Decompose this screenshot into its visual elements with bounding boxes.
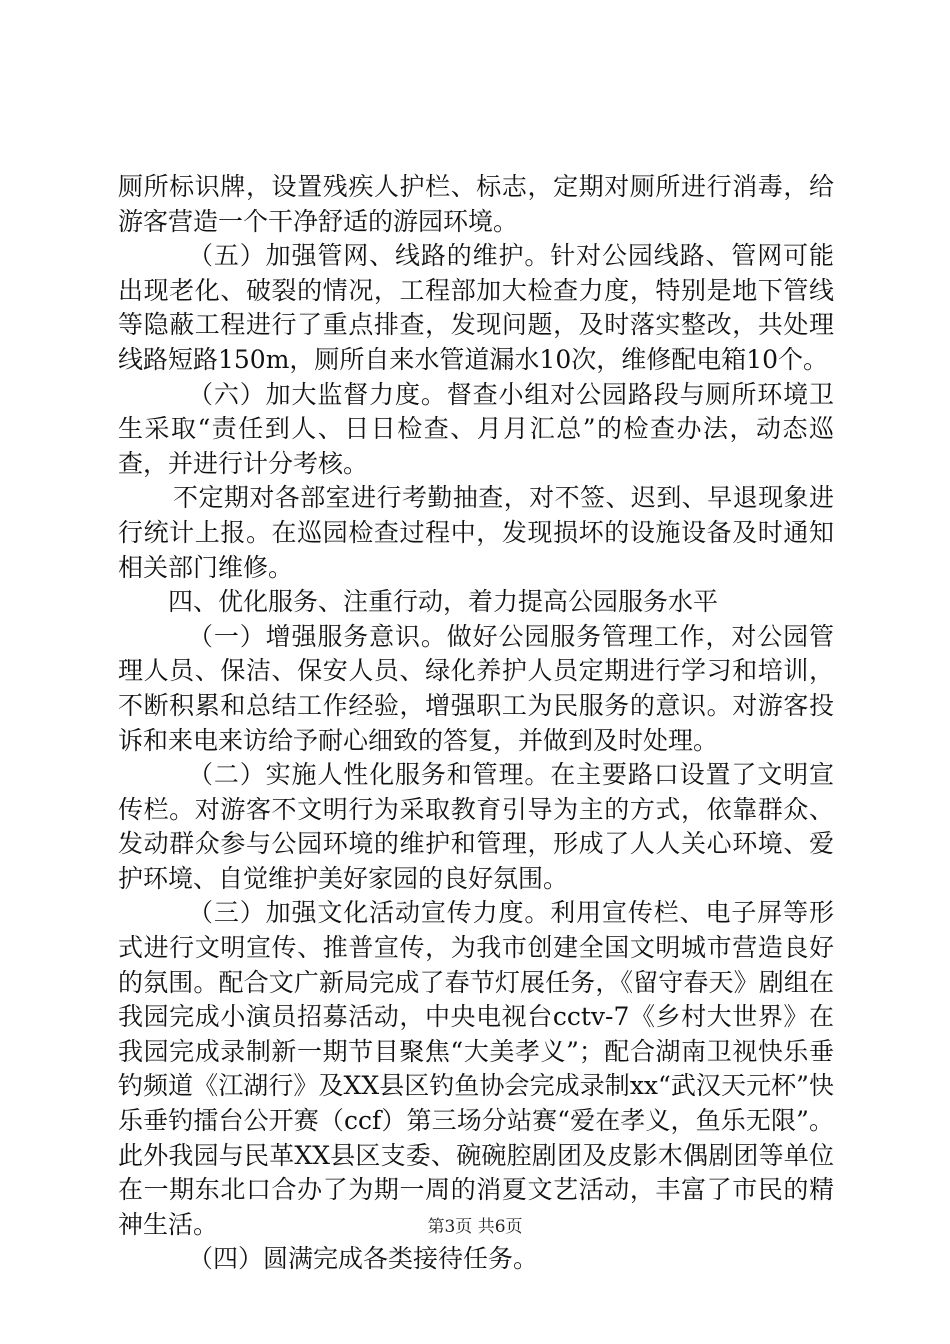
paragraph-humanized-service: （二）实施人性化服务和管理。在主要路口设置了文明宣传栏。对游客不文明行为采取教育引导为主的方式，依靠群众、发动群众参与公园环境的维护和管理，形成了人人关心环境、爱护环境、自觉维护美好家园的良好氛围。 [118,760,834,893]
paragraph-supervision: （六）加大监督力度。督查小组对公园路段与厕所环境卫生采取“责任到人、日日检查、月月汇总”的检查办法，动态巡查，并进行计分考核。 [118,379,834,478]
page-number-footer: 第3页 共6页 [427,1217,523,1237]
section-heading-service: 四、优化服务、注重行动，着力提高公园服务水平 [168,587,719,617]
paragraph-toilet-signage: 厕所标识牌，设置残疾人护栏、标志，定期对厕所进行消毒，给游客营造一个干净舒适的游园环境。 [118,172,834,236]
paragraph-reception-tasks: （四）圆满完成各类接待任务。 [188,1244,539,1274]
document-body [118,170,834,1277]
paragraph-pipe-maintenance: （五）加强管网、线路的维护。针对公园线路、管网可能出现老化、破裂的情况，工程部加大检查力度，特别是地下管线等隐蔽工程进行了重点排查，发现问题，及时落实整改，共处理线路短路150m，厕所自来水管道漏水10次，维修配电箱10个。 [118,241,834,374]
paragraph-service-awareness: （一）增强服务意识。做好公园服务管理工作，对公园管理人员、保洁、保安人员、绿化养护人员定期进行学习和培训，不断积累和总结工作经验，增强职工为民服务的意识。对游客投诉和来电来访给予耐心细致的答复，并做到及时处理。 [118,621,834,755]
paragraph-cultural-activities: （三）加强文化活动宣传力度。利用宣传栏、电子屏等形式进行文明宣传、推普宣传，为我市创建全国文明城市营造良好的氛围。配合文广新局完成了春节灯展任务，《留守春天》剧组在我园完成小演员招募活动，中央电视台cctv-7《乡村大世界》在我园完成录制新一期节目聚焦“大美孝义”；配合湖南卫视快乐垂钓频道《江湖行》及XX县区钓鱼协会完成录制xx“武汉天元杯”快乐垂钓擂台公开赛（ccf）第三场分站赛“爱在孝义，鱼乐无限”。此外我园与民革XX县区支委、碗碗腔剧团及皮影木偶剧团等单位在一期东北口合办了为期一周的消夏文艺活动，丰富了市民的精神生活。 [118,898,834,1239]
paragraph-attendance-check: 不定期对各部室进行考勤抽查，对不签、迟到、早退现象进行统计上报。在巡园检查过程中，发现损坏的设施设备及时通知相关部门维修。 [118,483,834,582]
